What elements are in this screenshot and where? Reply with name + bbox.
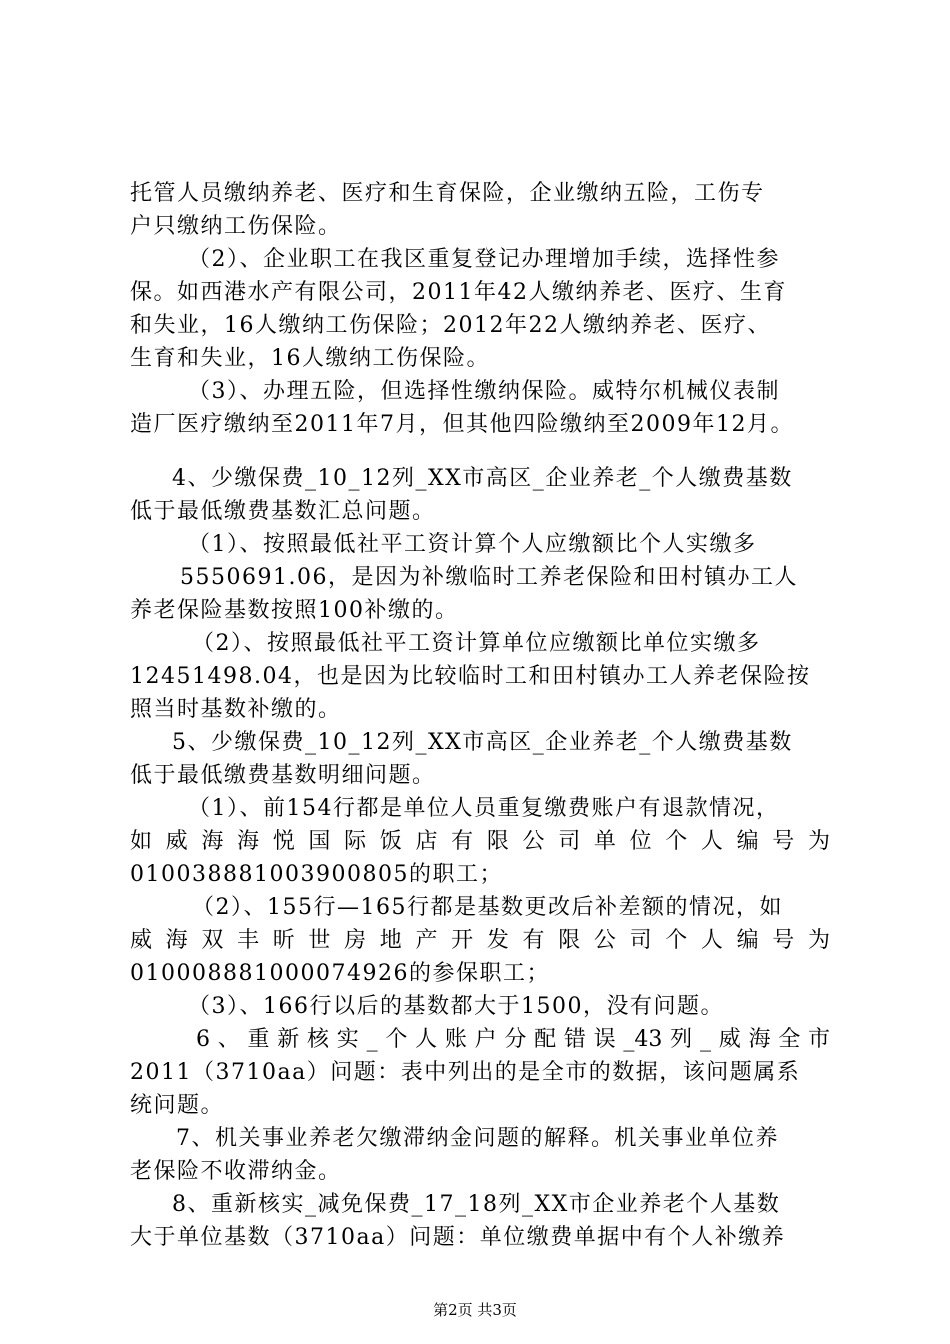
text-line: 造厂医疗缴纳至2011年7月，但其他四险缴纳至2009年12月。: [130, 412, 794, 437]
section-heading: 8、重新核实_减免保费_17_18列_XX市企业养老个人基数: [172, 1192, 781, 1217]
text-line: 托管人员缴纳养老、医疗和生育保险，企业缴纳五险，工伤专: [130, 181, 765, 206]
text-line: 统问题。: [130, 1093, 225, 1118]
text-line: 保。如西港水产有限公司，2011年42人缴纳养老、医疗、生育: [130, 280, 787, 305]
text-line: 和失业，16人缴纳工伤保险；2012年22人缴纳养老、医疗、: [130, 313, 771, 338]
text-line: 大于单位基数（3710aa）问题：单位缴费单据中有个人补缴养: [130, 1225, 786, 1250]
page-number-footer: 第2页 共3页: [433, 1301, 517, 1319]
text-line: （2）、155行—165行都是基数更改后补差额的情况，如: [192, 895, 783, 920]
section-heading: 4、少缴保费_10_12列_XX市高区_企业养老_个人缴费基数: [172, 466, 793, 491]
text-line: 010038881003900805的职工；: [130, 862, 503, 887]
text-line: 5550691.06，是因为补缴临时工养老保险和田村镇办工人: [180, 565, 798, 590]
text-line: 如威海海悦国际饭店有限公司单位个人编号为: [130, 829, 830, 854]
text-line: （2）、企业职工在我区重复登记办理增加手续，选择性参: [188, 247, 780, 272]
text-line: 威海双丰昕世房地产开发有限公司个人编号为: [130, 928, 830, 953]
text-line: （2）、按照最低社平工资计算单位应缴额比单位实缴多: [192, 631, 761, 656]
text-line: 照当时基数补缴的。: [130, 697, 342, 722]
text-line: （3）、166行以后的基数都大于1500，没有问题。: [188, 994, 724, 1019]
text-line: （3）、办理五险，但选择性缴纳保险。威特尔机械仪表制: [188, 379, 780, 404]
section-heading: 6、重新核实_个人账户分配错误_43列_威海全市: [196, 1027, 830, 1052]
text-line: 低于最低缴费基数明细问题。: [130, 763, 436, 788]
text-line: 老保险不收滞纳金。: [130, 1159, 342, 1184]
text-line: 低于最低缴费基数汇总问题。: [130, 499, 436, 524]
text-line: （1）、按照最低社平工资计算个人应缴额比个人实缴多: [188, 532, 757, 557]
text-line: 户只缴纳工伤保险。: [130, 214, 342, 239]
section-heading: 5、少缴保费_10_12列_XX市高区_企业养老_个人缴费基数: [172, 730, 793, 755]
text-line: 12451498.04，也是因为比较临时工和田村镇办工人养老保险按: [130, 664, 811, 689]
text-line: 010008881000074926的参保职工；: [130, 961, 550, 986]
text-line: 养老保险基数按照100补缴的。: [130, 598, 459, 623]
text-line: 2011（3710aa）问题：表中列出的是全市的数据，该问题属系: [130, 1060, 801, 1085]
text-line: （1）、前154行都是单位人员重复缴费账户有退款情况，: [188, 796, 780, 821]
section-heading: 7、机关事业养老欠缴滞纳金问题的解释。机关事业单位养: [176, 1126, 779, 1151]
text-line: 生育和失业，16人缴纳工伤保险。: [130, 346, 490, 371]
